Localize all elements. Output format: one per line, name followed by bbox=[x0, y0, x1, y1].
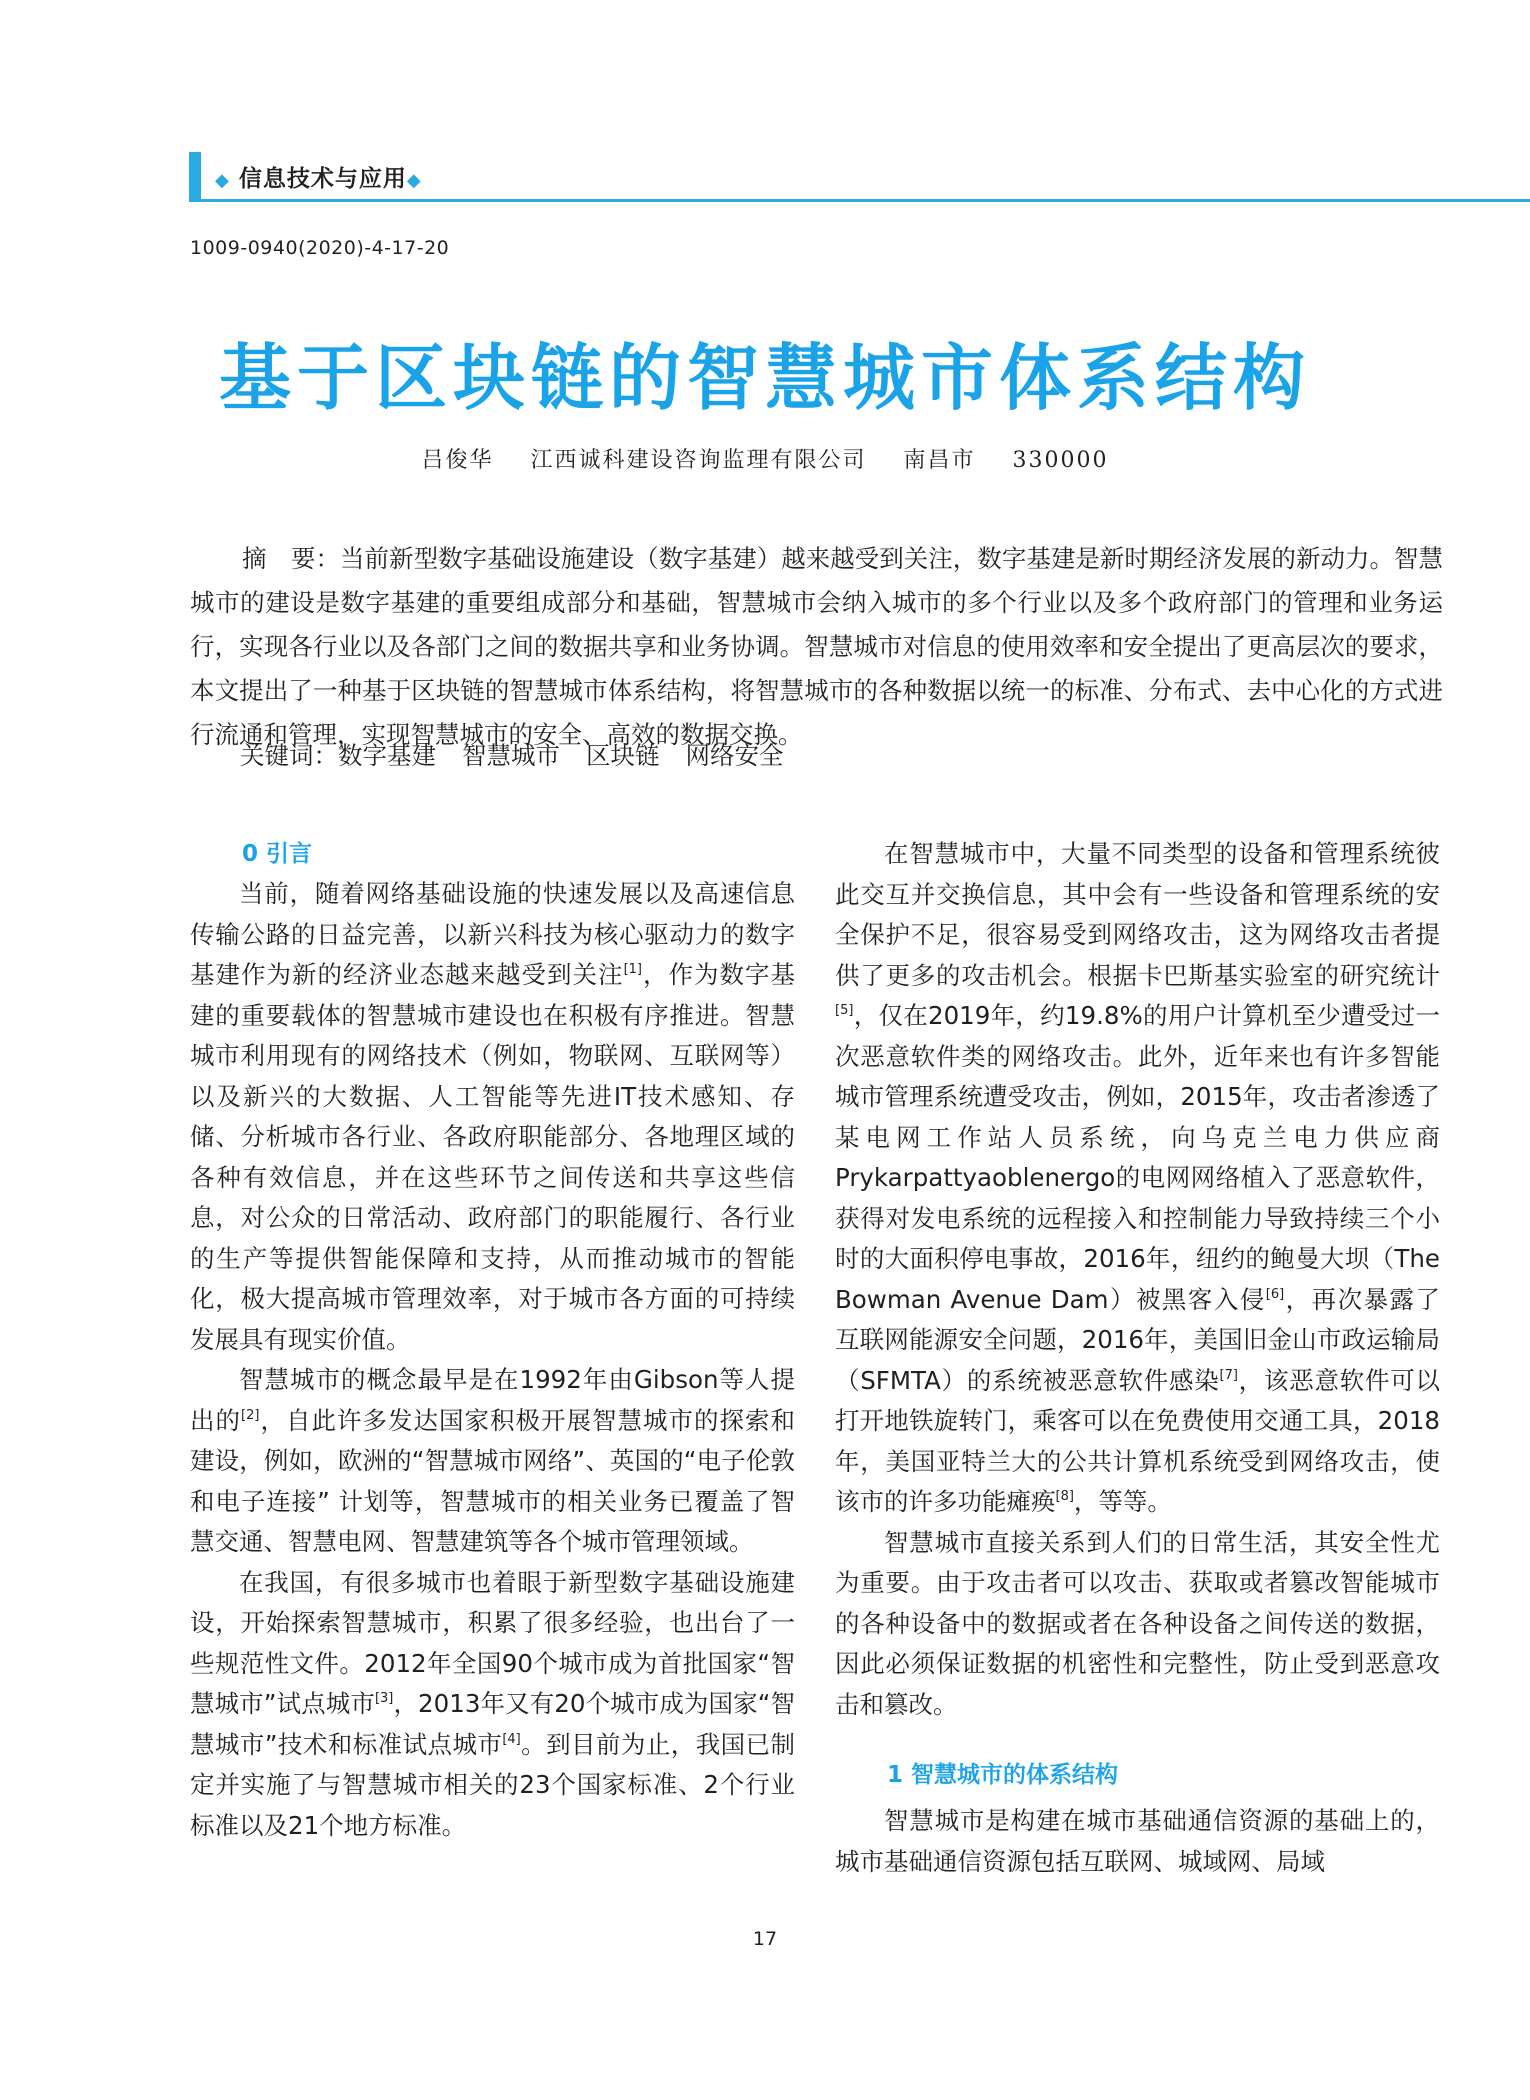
diamond-icon: ◆ bbox=[215, 170, 230, 191]
keyword: 智慧城市 bbox=[462, 741, 560, 770]
paragraph-text: ，等等。 bbox=[1073, 1487, 1172, 1516]
paragraph-text: ，自此许多发达国家积极开展智慧城市的探索和建设，例如，欧洲的“智慧城市网络”、英国的“电子伦敦和电子连接” 计划等，智慧城市的相关业务已覆盖了智慧交通、智慧电网、智慧建筑等各个城市管理领域。 bbox=[190, 1405, 796, 1556]
keyword: 网络安全 bbox=[685, 741, 784, 770]
keywords-label: 关键词： bbox=[240, 741, 338, 770]
author-city: 南昌市 bbox=[903, 448, 976, 473]
paragraph-text: ，作为数字基建的重要载体的智慧城市建设也在积极有序推进。智慧城市利用现有的网络技术（例如，物联网、互联网等）以及新兴的大数据、人工智能等先进IT技术感知、存储、分析城市各行业、各政府职能部分、各地理区域的各种有效信息，并在这些环节之间传送和共享这些信息，对公众的日常活动、政府部门的职能履行、各行业的生产等提供智能保障和支持，从而推动城市的智能化，极大提高城市管理效率，对于城市各方面的可持续发展具有现实价值。 bbox=[190, 960, 796, 1354]
section-heading-architecture: 1 智慧城市的体系结构 bbox=[887, 1762, 1119, 1788]
paragraph bbox=[190, 1360, 795, 1563]
citation: [3] bbox=[374, 1691, 394, 1706]
citation: [6] bbox=[1265, 1286, 1285, 1302]
paragraph-text: 在智慧城市中，大量不同类型的设备和管理系统彼此交互并交换信息，其中会有一些设备和管理系统的安全保护不足，很容易受到网络攻击，这为网络攻击者提供了更多的攻击机会。根据卡巴斯基实验室的研究统计 bbox=[835, 839, 1440, 990]
author-name: 吕俊华 bbox=[421, 448, 494, 473]
author-line bbox=[0, 443, 1530, 474]
abstract bbox=[190, 537, 1443, 757]
paragraph-text: ，2013年又有20个城市成为国家“智慧城市”技术和标准试点城市 bbox=[190, 1689, 795, 1759]
citation: [7] bbox=[1219, 1367, 1238, 1383]
paragraph-text: 智慧城市的概念最早是在1992年由Gibson等人提出的 bbox=[190, 1365, 795, 1435]
citation: [5] bbox=[835, 1003, 854, 1018]
header-label: 信息技术与应用 bbox=[238, 166, 407, 192]
page-number: 17 bbox=[752, 1928, 778, 1950]
keyword: 区块链 bbox=[586, 741, 660, 770]
paragraph-text: 。到目前为止，我国已制定并实施了与智慧城市相关的23个国家标准、2个行业标准以及21个地方标准。 bbox=[190, 1729, 795, 1840]
diamond-icon: ◆ bbox=[406, 170, 422, 191]
keyword: 数字基建 bbox=[338, 741, 436, 770]
citation: [1] bbox=[623, 962, 642, 977]
abstract-text: 摘 要：当前新型数字基础设施建设（数字基建）越来越受到关注，数字基建是新时期经济发展的新动力。智慧城市的建设是数字基建的重要组成部分和基础，智慧城市会纳入城市的多个行业以及多个政府部门的管理和业务运行，实现各行业以及各部门之间的数据共享和业务协调。智慧城市对信息的使用效率和安全提出了更高层次的要求，本文提出了一种基于区块链的智慧城市体系结构，将智慧城市的各种数据以统一的标准、分布式、去中心化的方式进行流通和管理，实现智慧城市的安全、高效的数据交换。 bbox=[190, 544, 1443, 749]
paragraph bbox=[835, 834, 1440, 1523]
keywords bbox=[240, 737, 810, 772]
section-header bbox=[189, 152, 1530, 202]
paragraph: 智慧城市直接关系到人们的日常生活，其安全性尤为重要。由于攻击者可以攻击、获取或者篡改智能城市的各种设备中的数据或者在各种设备之间传送的数据，因此必须保证数据的机密性和完整性，防止受到恶意攻击和篡改。 bbox=[835, 1527, 1440, 1719]
citation: [8] bbox=[1055, 1489, 1074, 1504]
paragraph-text: ，该恶意软件可以打开地铁旋转门，乘客可以在免费使用交通工具，2018年，美国亚特兰大的公共计算机系统受到网络攻击，使该市的许多功能瘫痪 bbox=[835, 1365, 1441, 1516]
paragraph-text: 当前，随着网络基础设施的快速发展以及高速信息传输公路的日益完善，以新兴科技为核心驱动力的数字基建作为新的经济业态越来越受到关注 bbox=[190, 879, 795, 989]
author-postcode: 330000 bbox=[1012, 448, 1109, 473]
section-heading-intro: 0 引言 bbox=[242, 841, 313, 867]
paragraph-text: 在我国，有很多城市也着眼于新型数字基础设施建设，开始探索智慧城市，积累了很多经验，也出台了一些规范性文件。2012年全国90个城市成为首批国家“智慧城市”试点城市 bbox=[190, 1567, 795, 1718]
paragraph bbox=[190, 1563, 795, 1847]
left-column bbox=[190, 834, 795, 1846]
header-accent-bar bbox=[189, 152, 201, 200]
journal-code: 1009-0940(2020)-4-17-20 bbox=[190, 237, 450, 259]
citation: [2] bbox=[241, 1407, 260, 1423]
right-column bbox=[835, 834, 1440, 1882]
citation: [4] bbox=[502, 1731, 521, 1747]
paragraph-text: ，仅在2019年，约19.8%的用户计算机至少遭受过一次恶意软件类的网络攻击。此外，近年来也有许多智能城市管理系统遭受攻击，例如，2015年，攻击者渗透了某电网工作站人员系统，向乌克兰电力供应商Prykarpattyaoblenergo的电网网络植入了恶意软件，获得对发电系统的远程接入和控制能力导致持续三个小时的大面积停电事故，2016年，纽约的鲍曼大坝（The Bowman Avenue Dam）被黑客入侵 bbox=[835, 1001, 1440, 1314]
paragraph: 智慧城市是构建在城市基础通信资源的基础上的，城市基础通信资源包括互联网、城域网、局域 bbox=[835, 1806, 1440, 1876]
author-org: 江西诚科建设咨询监理有限公司 bbox=[530, 448, 867, 473]
page-title: 基于区块链的智慧城市体系结构 bbox=[218, 336, 1311, 420]
paragraph-text: ，再次暴露了互联网能源安全问题，2016年，美国旧金山市政运输局（SFMTA）的系统被恶意软件感染 bbox=[835, 1284, 1440, 1395]
paragraph bbox=[190, 874, 795, 1360]
header-label-wrap bbox=[215, 160, 422, 193]
